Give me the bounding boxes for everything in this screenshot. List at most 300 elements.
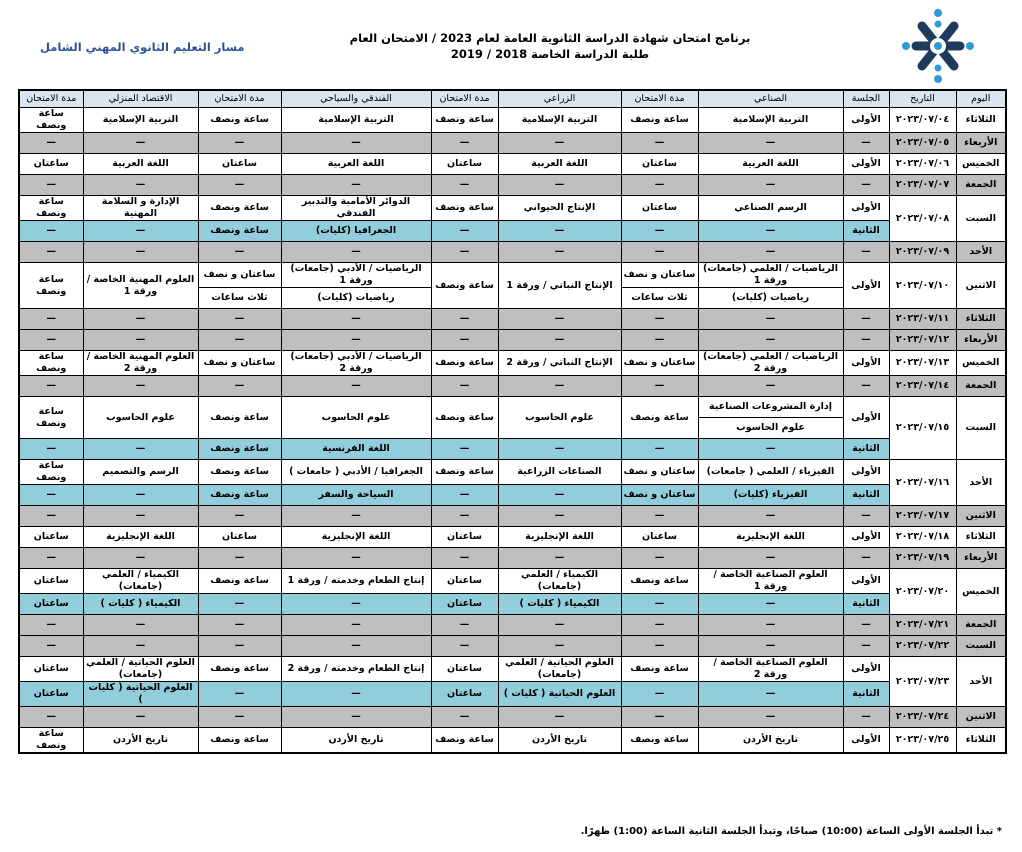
subject-cell: اللغة الإنجليزية (281, 527, 431, 548)
subject-cell: ساعة ونصف (19, 263, 83, 309)
day-cell: الأحد (956, 460, 1006, 506)
table-row-no-exam (19, 133, 1006, 154)
subject-cell: الكيمياء ( كليات ) (498, 594, 621, 615)
subject-cell: اللغة الإنجليزية (698, 527, 843, 548)
subject-cell: — (698, 221, 843, 242)
subject-cell: الفيزياء / العلمي ( جامعات) (698, 460, 843, 485)
subject-cell: ساعة ونصف (19, 397, 83, 439)
dash-cell: — (198, 548, 281, 569)
session-cell: الأولى (843, 569, 889, 594)
subject-cell: — (83, 485, 198, 506)
table-row (19, 657, 1006, 682)
date-cell: ٢٠٢٣/٠٧/٠٨ (889, 196, 956, 242)
dash-cell: — (281, 330, 431, 351)
dash-cell: — (83, 376, 198, 397)
subject-cell: — (498, 221, 621, 242)
table-row (19, 728, 1006, 754)
subject-cell: تاريخ الأردن (498, 728, 621, 754)
dash-cell: — (698, 175, 843, 196)
subject-cell: التربية الإسلامية (83, 108, 198, 133)
subject-cell: ساعة ونصف (19, 196, 83, 221)
table-row-no-exam (19, 506, 1006, 527)
subject-cell: — (281, 594, 431, 615)
table-row (19, 221, 1006, 242)
subject-cell: ساعتان و نصف (198, 351, 281, 376)
table-row (19, 682, 1006, 707)
subject-cell: الكيمياء / العلمي (جامعات) (83, 569, 198, 594)
dash-cell: — (83, 175, 198, 196)
session-cell: الثانية (843, 594, 889, 615)
table-row (19, 351, 1006, 376)
dash-cell: — (621, 330, 698, 351)
subject-cell: ساعتان (621, 196, 698, 221)
subject-cell: ساعتان (621, 154, 698, 175)
dash-cell: — (843, 376, 889, 397)
subject-cell: تاريخ الأردن (698, 728, 843, 754)
dash-cell: — (281, 615, 431, 636)
dash-cell: — (198, 615, 281, 636)
dash-cell: — (698, 707, 843, 728)
date-cell: ٢٠٢٣/٠٧/١٤ (889, 376, 956, 397)
date-cell: ٢٠٢٣/٠٧/٢٤ (889, 707, 956, 728)
dash-cell: — (498, 242, 621, 263)
subject-cell: إنتاج الطعام وخدمته / ورقة 1 (281, 569, 431, 594)
session-cell: الأولى (843, 196, 889, 221)
session-cell: الأولى (843, 397, 889, 439)
dash-cell: — (843, 615, 889, 636)
subject-cell: السياحة والسفر (281, 485, 431, 506)
subject-cell: ساعة ونصف (198, 221, 281, 242)
dash-cell: — (281, 548, 431, 569)
column-header: مدة الامتحان (19, 90, 83, 108)
dash-cell: — (843, 242, 889, 263)
session-cell: الثانية (843, 439, 889, 460)
subject-cell: ساعتان (621, 527, 698, 548)
dash-cell: — (431, 133, 498, 154)
table-row-no-exam (19, 548, 1006, 569)
table-row (19, 594, 1006, 615)
column-header: مدة الامتحان (431, 90, 498, 108)
subject-cell: ساعتان (431, 569, 498, 594)
subject-cell: ساعة ونصف (431, 263, 498, 309)
subject-cell: العلوم الصناعية الخاصة / ورقة 2 (698, 657, 843, 682)
dash-cell: — (843, 330, 889, 351)
subject-cell: علوم الحاسوب (498, 397, 621, 439)
subject-cell: — (198, 682, 281, 707)
dash-cell: — (698, 309, 843, 330)
subject-cell: الإنتاج الحيواني (498, 196, 621, 221)
dash-cell: — (431, 309, 498, 330)
dash-cell: — (698, 506, 843, 527)
dash-cell: — (498, 175, 621, 196)
column-header: مدة الامتحان (198, 90, 281, 108)
dash-cell: — (431, 548, 498, 569)
subject-cell: ساعة ونصف (198, 460, 281, 485)
dash-cell: — (198, 133, 281, 154)
table-row (19, 460, 1006, 485)
title-line-2: طلبة الدراسة الخاصة 2018 / 2019 (450, 47, 650, 61)
dash-cell: — (621, 615, 698, 636)
subject-cell: الإنتاج النباتي / ورقة 1 (498, 263, 621, 309)
subject-cell: ساعة ونصف (431, 196, 498, 221)
date-cell: ٢٠٢٣/٠٧/١١ (889, 309, 956, 330)
day-cell: الجمعة (956, 175, 1006, 196)
subject-cell: — (19, 221, 83, 242)
table-row (19, 196, 1006, 221)
subject-cell: العلوم الحياتية / العلمي (جامعات) (83, 657, 198, 682)
dash-cell: — (83, 707, 198, 728)
column-header: الصناعي (698, 90, 843, 108)
subject-cell: الرسم الصناعي (698, 196, 843, 221)
subject-cell: ساعتان و نصف (621, 485, 698, 506)
column-header: الزراعي (498, 90, 621, 108)
subject-cell: الجغرافيا (كليات) (281, 221, 431, 242)
dash-cell: — (621, 309, 698, 330)
subject-cell: اللغة العربية (498, 154, 621, 175)
dash-cell: — (621, 506, 698, 527)
subject-cell: ساعة ونصف (621, 569, 698, 594)
subject-cell: الإنتاج النباتي / ورقة 2 (498, 351, 621, 376)
dash-cell: — (19, 175, 83, 196)
subject-cell: ساعتان و نصف (621, 460, 698, 485)
subject-cell: — (83, 439, 198, 460)
date-cell: ٢٠٢٣/٠٧/١٦ (889, 460, 956, 506)
subject-cell: الرياضيات / العلمي (جامعات) ورقة 1 (698, 263, 843, 288)
dash-cell: — (498, 636, 621, 657)
subject-cell: — (19, 485, 83, 506)
column-header: التاريخ (889, 90, 956, 108)
dash-cell: — (198, 506, 281, 527)
column-header: مدة الامتحان (621, 90, 698, 108)
date-cell: ٢٠٢٣/٠٧/٠٩ (889, 242, 956, 263)
subject-cell: ساعة ونصف (19, 351, 83, 376)
dash-cell: — (83, 548, 198, 569)
column-header: الجلسة (843, 90, 889, 108)
dash-cell: — (843, 309, 889, 330)
subject-cell: — (498, 485, 621, 506)
session-cell: الأولى (843, 728, 889, 754)
dash-cell: — (621, 707, 698, 728)
subject-cell: اللغة العربية (698, 154, 843, 175)
dash-cell: — (431, 615, 498, 636)
session-cell: الثانية (843, 485, 889, 506)
dash-cell: — (431, 636, 498, 657)
date-cell: ٢٠٢٣/٠٧/٢١ (889, 615, 956, 636)
subject-cell: التربية الإسلامية (281, 108, 431, 133)
subject-cell: الإدارة و السلامة المهنية (83, 196, 198, 221)
dash-cell: — (698, 330, 843, 351)
dash-cell: — (698, 242, 843, 263)
subject-cell: اللغة الإنجليزية (498, 527, 621, 548)
date-cell: ٢٠٢٣/٠٧/٠٥ (889, 133, 956, 154)
session-cell: الأولى (843, 527, 889, 548)
subject-cell: ثلاث ساعات (621, 288, 698, 309)
dash-cell: — (83, 242, 198, 263)
dash-cell: — (431, 175, 498, 196)
dash-cell: — (83, 506, 198, 527)
exam-schedule-table (18, 89, 1007, 754)
date-cell: ٢٠٢٣/٠٧/٢٥ (889, 728, 956, 754)
dash-cell: — (843, 175, 889, 196)
dash-cell: — (83, 133, 198, 154)
subject-cell: ساعة ونصف (621, 108, 698, 133)
dash-cell: — (83, 636, 198, 657)
dash-cell: — (498, 506, 621, 527)
subject-cell: ساعة ونصف (431, 351, 498, 376)
dash-cell: — (431, 707, 498, 728)
date-cell: ٢٠٢٣/٠٧/٠٦ (889, 154, 956, 175)
subject-cell: ساعتان و نصف (621, 351, 698, 376)
dash-cell: — (621, 133, 698, 154)
dash-cell: — (198, 636, 281, 657)
dash-cell: — (698, 615, 843, 636)
day-cell: الأربعاء (956, 548, 1006, 569)
subject-cell: ساعتان و نصف (621, 263, 698, 288)
subject-cell: ساعتان و نصف (198, 263, 281, 288)
subject-cell: ساعة ونصف (198, 397, 281, 439)
subject-cell: — (621, 682, 698, 707)
subject-cell: — (83, 221, 198, 242)
day-cell: السبت (956, 196, 1006, 242)
subject-cell: ساعة ونصف (431, 397, 498, 439)
day-cell: الثلاثاء (956, 728, 1006, 754)
subject-cell: ساعة ونصف (198, 439, 281, 460)
subject-cell: ساعة ونصف (621, 728, 698, 754)
day-cell: الأحد (956, 657, 1006, 707)
subject-cell: ساعة ونصف (621, 657, 698, 682)
dash-cell: — (498, 309, 621, 330)
subject-cell: الرياضيات / الأدبي (جامعات) ورقة 1 (281, 263, 431, 288)
subject-cell: ثلاث ساعات (198, 288, 281, 309)
subject-cell: ساعة ونصف (19, 460, 83, 485)
header-row (19, 90, 1006, 108)
subject-cell: التربية الإسلامية (698, 108, 843, 133)
dash-cell: — (698, 548, 843, 569)
subject-cell: — (198, 594, 281, 615)
subject-cell: الرسم والتصميم (83, 460, 198, 485)
session-cell: الأولى (843, 263, 889, 309)
subject-cell: ساعتان (431, 527, 498, 548)
dash-cell: — (281, 133, 431, 154)
subject-cell: — (431, 485, 498, 506)
day-cell: الاثنين (956, 506, 1006, 527)
session-cell: الأولى (843, 154, 889, 175)
subject-cell: — (698, 439, 843, 460)
subject-cell: ساعة ونصف (198, 196, 281, 221)
dash-cell: — (281, 376, 431, 397)
dash-cell: — (621, 175, 698, 196)
dash-cell: — (498, 133, 621, 154)
subject-cell: العلوم الحياتية ( كليات ) (83, 682, 198, 707)
dash-cell: — (498, 548, 621, 569)
dash-cell: — (198, 309, 281, 330)
table-row (19, 527, 1006, 548)
subject-cell: — (19, 439, 83, 460)
date-cell: ٢٠٢٣/٠٧/٠٧ (889, 175, 956, 196)
subject-cell: — (431, 221, 498, 242)
ministry-logo (900, 8, 976, 84)
footnote: * تبدأ الجلسة الأولى الساعة (10:00) صباحًا، وتبدأ الجلسة الثانية الساعة (1:00) ظهرًا. (580, 826, 1002, 837)
date-cell: ٢٠٢٣/٠٧/١٧ (889, 506, 956, 527)
day-cell: الأحد (956, 242, 1006, 263)
table-row (19, 154, 1006, 175)
day-cell: الخميس (956, 569, 1006, 615)
day-cell: الثلاثاء (956, 527, 1006, 548)
dash-cell: — (281, 309, 431, 330)
date-cell: ٢٠٢٣/٠٧/٢٣ (889, 657, 956, 707)
subject-cell: العلوم الحياتية / العلمي (جامعات) (498, 657, 621, 682)
day-cell: الثلاثاء (956, 108, 1006, 133)
session-cell: الثانية (843, 682, 889, 707)
subject-cell: — (621, 594, 698, 615)
day-cell: الأربعاء (956, 133, 1006, 154)
dash-cell: — (19, 707, 83, 728)
subject-cell: ساعتان (198, 527, 281, 548)
table-row (19, 397, 1006, 418)
dash-cell: — (621, 636, 698, 657)
subject-cell: إدارة المشروعات الصناعية (698, 397, 843, 418)
subject-cell: ساعتان (198, 154, 281, 175)
dash-cell: — (198, 242, 281, 263)
day-cell: الجمعة (956, 376, 1006, 397)
subject-cell: ساعتان (431, 657, 498, 682)
date-cell: ٢٠٢٣/٠٧/٢٠ (889, 569, 956, 615)
subject-cell: ساعتان (19, 682, 83, 707)
table-row-no-exam (19, 707, 1006, 728)
column-header: الفندقي والسياحي (281, 90, 431, 108)
subject-cell: ساعتان (19, 657, 83, 682)
dash-cell: — (431, 330, 498, 351)
dash-cell: — (19, 506, 83, 527)
subject-cell: رياضيات (كليات) (698, 288, 843, 309)
subject-cell: العلوم الحياتية ( كليات ) (498, 682, 621, 707)
day-cell: الجمعة (956, 615, 1006, 636)
dash-cell: — (19, 548, 83, 569)
dash-cell: — (19, 242, 83, 263)
subject-cell: ساعتان (431, 594, 498, 615)
dash-cell: — (198, 175, 281, 196)
date-cell: ٢٠٢٣/٠٧/٠٤ (889, 108, 956, 133)
dash-cell: — (843, 548, 889, 569)
dash-cell: — (281, 707, 431, 728)
subject-cell: ساعتان (19, 594, 83, 615)
dash-cell: — (198, 376, 281, 397)
day-cell: السبت (956, 397, 1006, 460)
dash-cell: — (19, 376, 83, 397)
subject-cell: الجغرافيا / الأدبي ( جامعات ) (281, 460, 431, 485)
session-cell: الأولى (843, 351, 889, 376)
subject-cell: علوم الحاسوب (698, 418, 843, 439)
table-row-no-exam (19, 175, 1006, 196)
day-cell: السبت (956, 636, 1006, 657)
subject-cell: الرياضيات / العلمي (جامعات) ورقة 2 (698, 351, 843, 376)
dash-cell: — (843, 133, 889, 154)
table-row-no-exam (19, 615, 1006, 636)
dash-cell: — (83, 309, 198, 330)
subject-cell: العلوم المهنية الخاصة / ورقة 2 (83, 351, 198, 376)
dash-cell: — (19, 309, 83, 330)
column-header: الاقتصاد المنزلي (83, 90, 198, 108)
day-cell: الاثنين (956, 707, 1006, 728)
dash-cell: — (281, 506, 431, 527)
dash-cell: — (698, 376, 843, 397)
subject-cell: الرياضيات / الأدبي (جامعات) ورقة 2 (281, 351, 431, 376)
subject-cell: التربية الإسلامية (498, 108, 621, 133)
session-cell: الأولى (843, 460, 889, 485)
dash-cell: — (431, 506, 498, 527)
dash-cell: — (19, 330, 83, 351)
session-cell: الأولى (843, 657, 889, 682)
date-cell: ٢٠٢٣/٠٧/١٥ (889, 397, 956, 460)
subject-cell: — (621, 221, 698, 242)
subject-cell: ساعتان (19, 527, 83, 548)
subject-cell: ساعة ونصف (19, 108, 83, 133)
dash-cell: — (83, 615, 198, 636)
dash-cell: — (281, 242, 431, 263)
subject-cell: ساعتان (431, 682, 498, 707)
session-cell: الثانية (843, 221, 889, 242)
dash-cell: — (698, 636, 843, 657)
dash-cell: — (498, 376, 621, 397)
table-row-no-exam (19, 636, 1006, 657)
day-cell: الأربعاء (956, 330, 1006, 351)
subject-cell: — (498, 439, 621, 460)
day-cell: الثلاثاء (956, 309, 1006, 330)
table-row (19, 569, 1006, 594)
dash-cell: — (431, 242, 498, 263)
subject-cell: تاريخ الأردن (281, 728, 431, 754)
subject-cell: اللغة العربية (281, 154, 431, 175)
subject-cell: إنتاج الطعام وخدمته / ورقة 2 (281, 657, 431, 682)
subject-cell: — (698, 682, 843, 707)
dash-cell: — (281, 175, 431, 196)
table-row (19, 108, 1006, 133)
subject-cell: تاريخ الأردن (83, 728, 198, 754)
dash-cell: — (843, 707, 889, 728)
dash-cell: — (843, 636, 889, 657)
dash-cell: — (843, 506, 889, 527)
subject-cell: العلوم الصناعية الخاصة / ورقة 1 (698, 569, 843, 594)
subject-cell: العلوم المهنية الخاصة / ورقة 1 (83, 263, 198, 309)
dash-cell: — (621, 548, 698, 569)
dash-cell: — (198, 707, 281, 728)
subject-cell: ساعة ونصف (19, 728, 83, 754)
subject-cell: علوم الحاسوب (83, 397, 198, 439)
subject-cell: — (698, 594, 843, 615)
dash-cell: — (431, 376, 498, 397)
day-cell: الخميس (956, 154, 1006, 175)
subject-cell: ساعة ونصف (198, 569, 281, 594)
date-cell: ٢٠٢٣/٠٧/١٩ (889, 548, 956, 569)
subject-cell: الكيمياء / العلمي (جامعات) (498, 569, 621, 594)
page-title (330, 30, 770, 62)
dash-cell: — (498, 330, 621, 351)
table-row (19, 263, 1006, 288)
subject-cell: ساعة ونصف (431, 108, 498, 133)
subject-cell: ساعة ونصف (621, 397, 698, 439)
table-row-no-exam (19, 376, 1006, 397)
subject-cell: ساعتان (19, 154, 83, 175)
table-row (19, 485, 1006, 506)
date-cell: ٢٠٢٣/٠٧/١٨ (889, 527, 956, 548)
track-name: مسار التعليم الثانوي المهني الشامل (40, 40, 245, 54)
date-cell: ٢٠٢٣/٠٧/١٢ (889, 330, 956, 351)
table-row-no-exam (19, 330, 1006, 351)
dash-cell: — (83, 330, 198, 351)
table-row (19, 439, 1006, 460)
subject-cell: اللغة الإنجليزية (83, 527, 198, 548)
dash-cell: — (698, 133, 843, 154)
